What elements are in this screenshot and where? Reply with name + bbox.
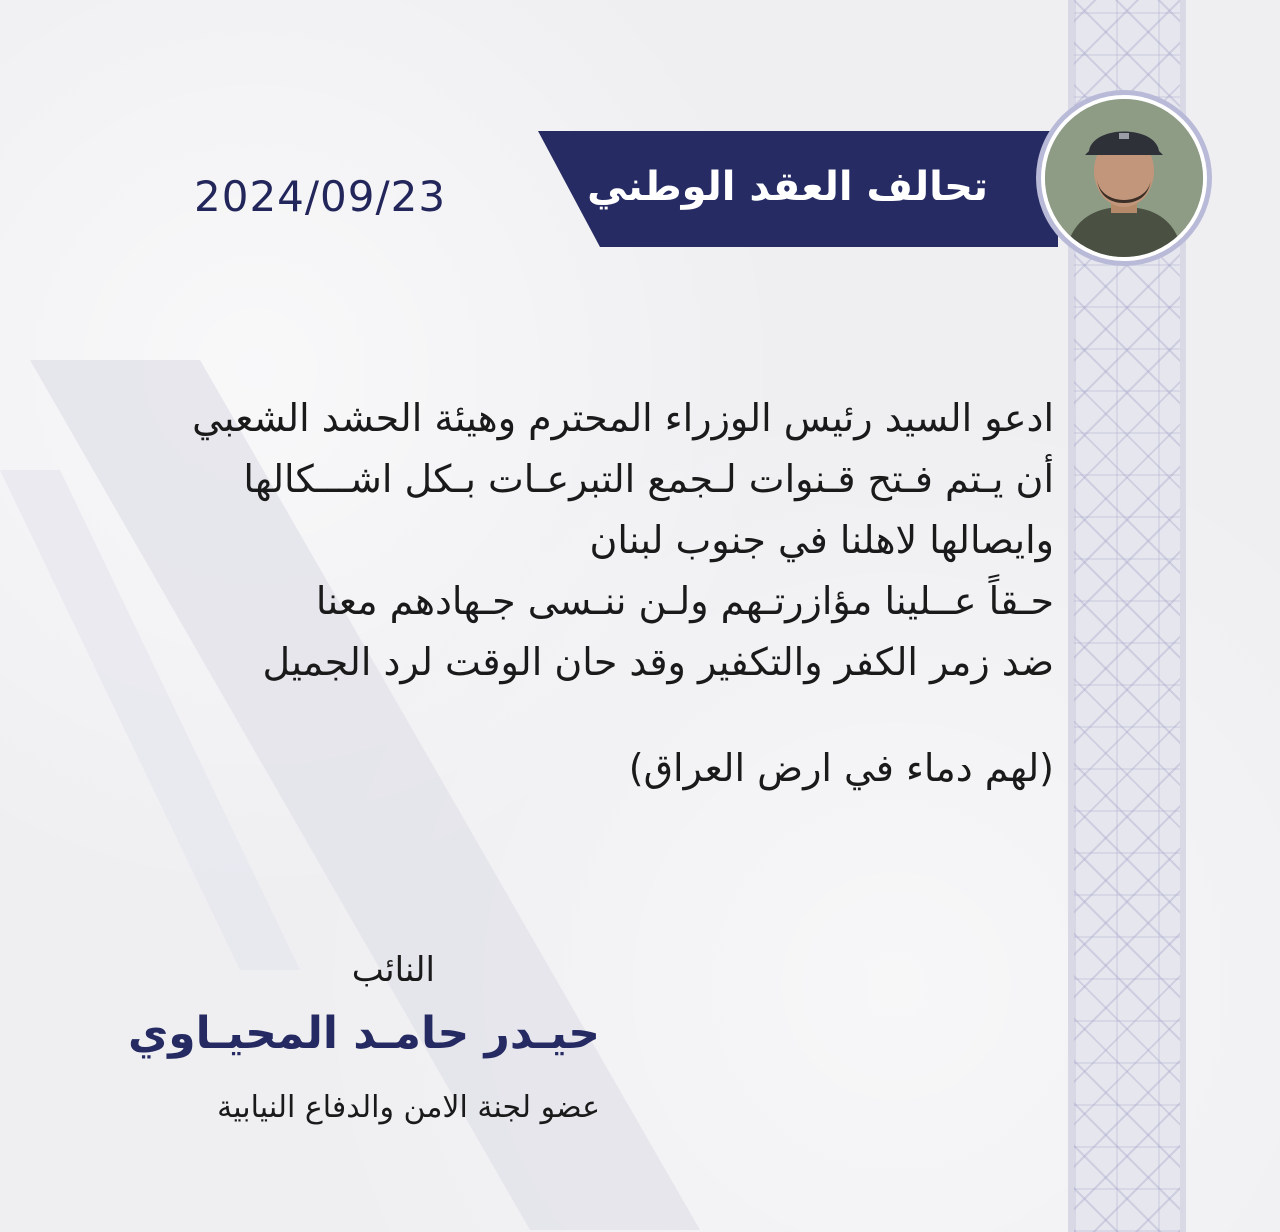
signature-role: عضو لجنة الامن والدفاع النيابية xyxy=(217,1090,600,1125)
message-body xyxy=(94,388,1054,693)
closing-line: (لهم دماء في ارض العراق) xyxy=(628,746,1054,790)
signature-name: حيـدر حامـد المحيـاوي xyxy=(127,1008,600,1059)
avatar xyxy=(1036,90,1212,266)
page-title: تحالف العقد الوطني xyxy=(587,164,988,210)
message-line: حـقاً عــلينا مؤازرتـهم ولـن ننـسى جـهادهم معنا xyxy=(315,579,1054,623)
message-line: أن يـتم فـتح قـنوات لـجمع التبرعـات بـكل اشـــكالها xyxy=(243,457,1054,501)
date-label: 2024/09/23 xyxy=(194,172,447,221)
person-portrait-icon xyxy=(1045,99,1203,257)
message-line: وايصالها لاهلنا في جنوب لبنان xyxy=(589,518,1054,562)
portrait-photo xyxy=(1041,95,1207,261)
message-line: ضد زمر الكفر والتكفير وقد حان الوقت لرد الجميل xyxy=(262,640,1054,684)
message-line: ادعو السيد رئيس الوزراء المحترم وهيئة الحشد الشعبي xyxy=(192,396,1054,440)
title-banner xyxy=(538,131,1058,247)
signature-title: النائب xyxy=(351,950,435,990)
